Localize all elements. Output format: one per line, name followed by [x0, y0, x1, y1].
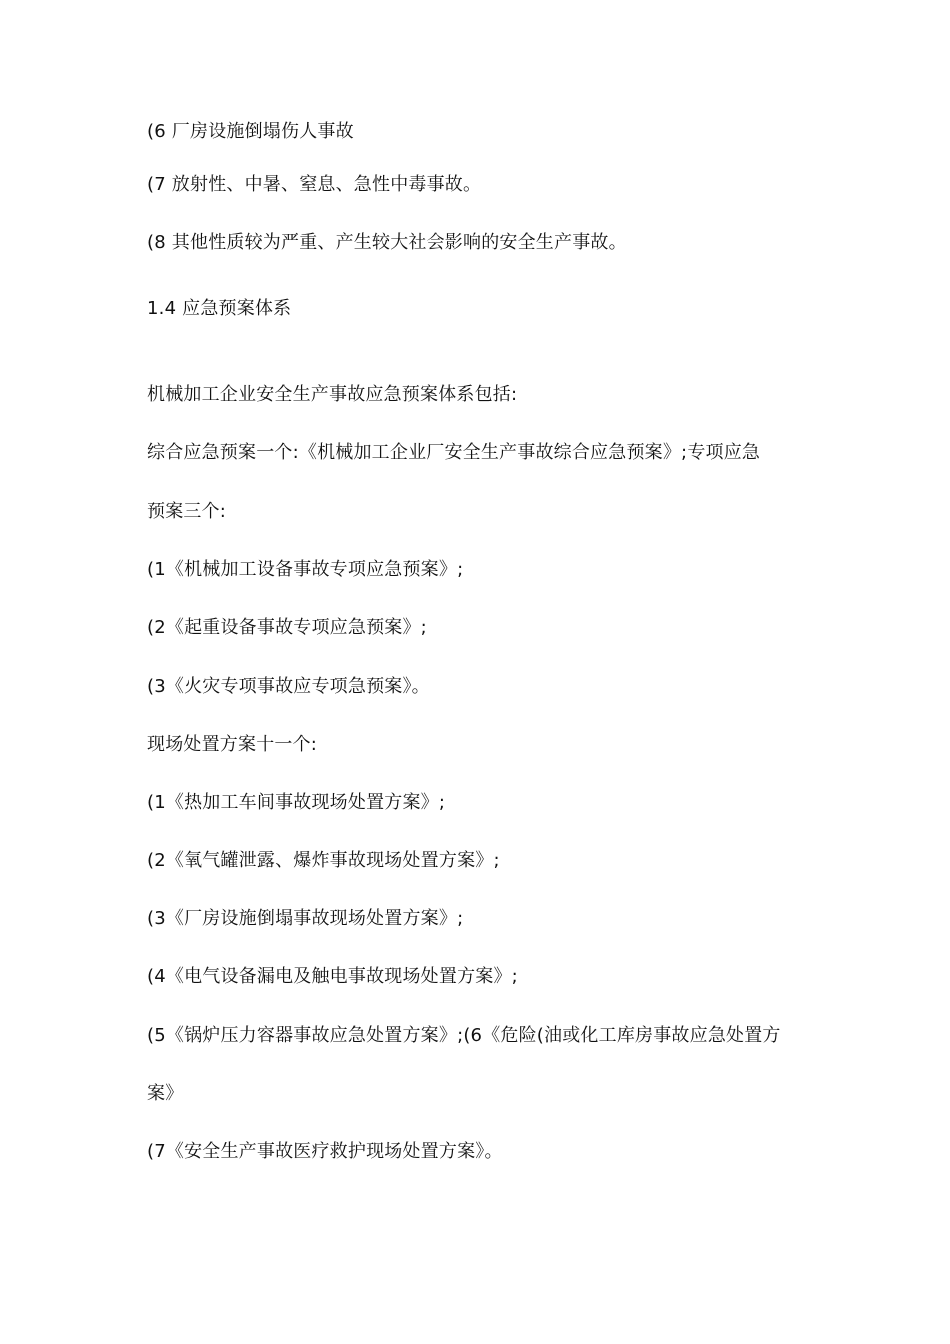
- text-line: (8 其他性质较为严重、产生较大社会影响的安全生产事故。: [147, 232, 627, 253]
- list-item: (3《火灾专项事故应专项急预案》。: [147, 676, 430, 697]
- list-item: (2《起重设备事故专项应急预案》;: [147, 617, 427, 638]
- list-item: (5《锅炉压力容器事故应急处置方案》;(6《危险(油或化工库房事故应急处置方: [147, 1025, 781, 1046]
- list-item: (3《厂房设施倒塌事故现场处置方案》;: [147, 908, 464, 929]
- text-line: 案》: [147, 1083, 184, 1104]
- list-item: (1《机械加工设备事故专项应急预案》;: [147, 559, 464, 580]
- list-item: (4《电气设备漏电及触电事故现场处置方案》;: [147, 966, 518, 987]
- text-line: 机械加工企业安全生产事故应急预案体系包括:: [147, 384, 518, 405]
- list-item: (7《安全生产事故医疗救护现场处置方案》。: [147, 1141, 503, 1162]
- text-line: (6 厂房设施倒塌伤人事故: [147, 121, 354, 142]
- list-item: (1《热加工车间事故现场处置方案》;: [147, 792, 446, 813]
- text-line: 综合应急预案一个:《机械加工企业厂安全生产事故综合应急预案》;专项应急: [147, 442, 761, 463]
- section-heading: 1.4 应急预案体系: [147, 298, 292, 319]
- text-line: (7 放射性、中暑、窒息、急性中毒事故。: [147, 174, 482, 195]
- text-line: 预案三个:: [147, 501, 227, 522]
- list-item: (2《氧气罐泄露、爆炸事故现场处置方案》;: [147, 850, 500, 871]
- text-line: 现场处置方案十一个:: [147, 734, 318, 755]
